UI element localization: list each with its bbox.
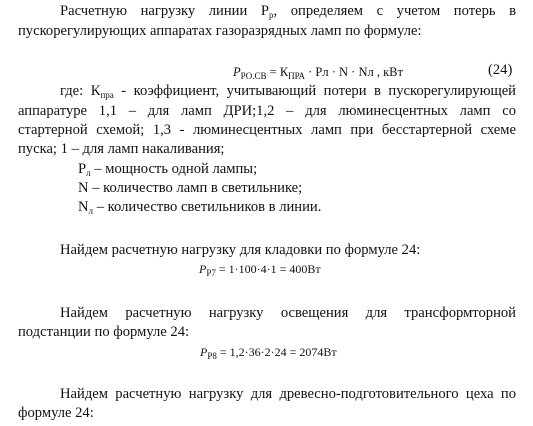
intro-text-a: Расчетную нагрузку линии Р bbox=[60, 3, 269, 19]
definition-line-2: аппаратуре 1,1 – для ламп ДРИ;1,2 – для люминесцентных ламп со bbox=[18, 103, 516, 119]
section1-formula bbox=[199, 260, 321, 282]
intro-text-b: , определяем с учетом потерь в bbox=[273, 3, 517, 19]
intro-line-1 bbox=[60, 2, 516, 24]
section1-formula-lhs: Р bbox=[199, 262, 207, 276]
definition-k-text: - коэффициент, учитывающий потери в пускорегулирующей bbox=[113, 83, 516, 99]
definition-pl-text: – мощность одной лампы; bbox=[90, 161, 258, 177]
formula-24-lhs-subscript: РО.СВ bbox=[240, 71, 267, 81]
section2-formula bbox=[200, 343, 337, 365]
section2-line-2: подстанции по формуле 24: bbox=[18, 324, 190, 340]
formula-24-lhs: Р bbox=[233, 65, 241, 79]
definition-line-1 bbox=[60, 82, 516, 104]
definition-nl-symbol: N bbox=[78, 199, 89, 215]
section2-formula-rhs: = 1,2·36·2·24 = 2074Вт bbox=[216, 345, 337, 359]
definition-k-subscript: пра bbox=[100, 90, 114, 100]
definition-nl bbox=[78, 198, 321, 220]
definition-pl-subscript: л bbox=[86, 168, 91, 178]
definition-line-4: пуска; 1 – для ламп накаливания; bbox=[18, 141, 225, 157]
section1-formula-subscript: Р7 bbox=[206, 268, 216, 278]
formula-24-number: (24) bbox=[488, 62, 513, 78]
section3-line-2: формуле 24: bbox=[18, 405, 94, 421]
formula-24-k: = К bbox=[266, 65, 289, 79]
section3-line-1: Найдем расчетную нагрузку для древесно-подготовительного цеха по bbox=[60, 386, 516, 402]
definition-nl-text: – количество светильников в линии. bbox=[93, 199, 322, 215]
definition-nl-subscript: л bbox=[88, 206, 94, 216]
formula-24-rest: · Рл · N · Nл , кВт bbox=[305, 65, 403, 79]
section2-line-1: Найдем расчетную нагрузку освещения для трансформторной bbox=[60, 305, 516, 321]
section2-formula-lhs: Р bbox=[200, 345, 208, 359]
definition-line-3: стартерной схемой; 1,3 - люминесцентных ламп при бесстартерной схеме bbox=[18, 122, 516, 138]
definition-n: N – количество ламп в светильнике; bbox=[78, 180, 303, 196]
section1-formula-rhs: = 1·100·4·1 = 400Вт bbox=[215, 262, 321, 276]
formula-24-k-subscript: ПРА bbox=[288, 71, 306, 81]
intro-line-2: пускорегулирующих аппаратах газоразрядных ламп по формуле: bbox=[18, 23, 422, 39]
intro-subscript: р bbox=[269, 10, 274, 20]
definition-k: где: К bbox=[60, 83, 101, 99]
definition-pl-symbol: Р bbox=[78, 161, 87, 177]
section2-formula-subscript: Р8 bbox=[207, 351, 217, 361]
section1-heading: Найдем расчетную нагрузку для кладовки по формуле 24: bbox=[60, 242, 421, 258]
